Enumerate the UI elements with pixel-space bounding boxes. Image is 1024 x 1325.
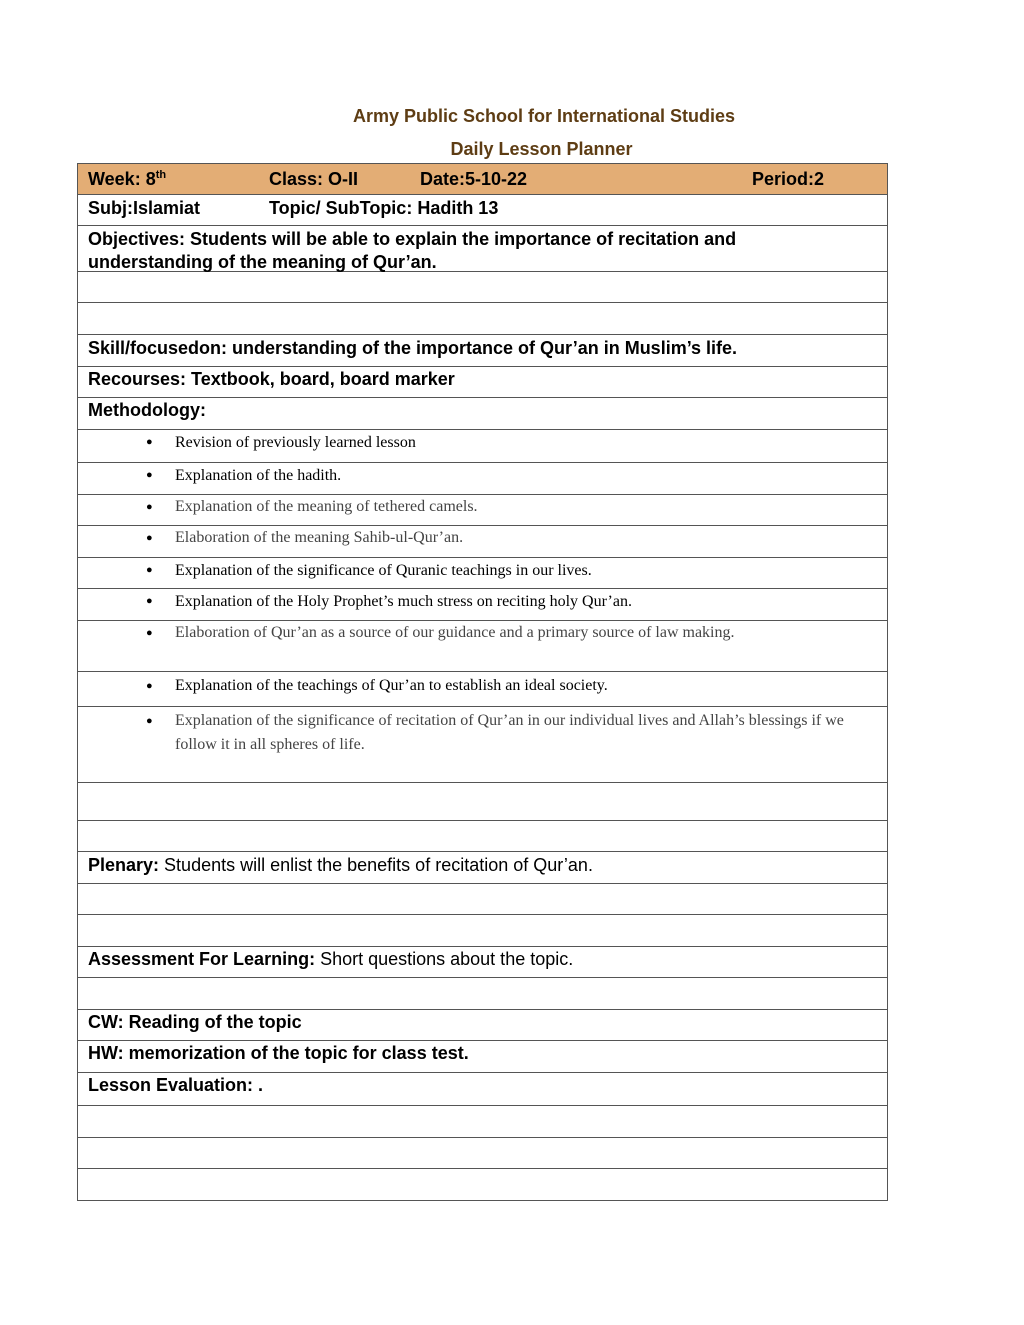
- empty-row: [78, 1138, 887, 1169]
- bullet-icon: ●: [146, 680, 153, 692]
- methodology-item-text: Elaboration of Qur’an as a source of our guidance and a primary source of law making.: [175, 624, 735, 641]
- empty-row: [78, 303, 887, 335]
- empty-row: [78, 915, 887, 947]
- empty-row: [78, 884, 887, 915]
- bullet-icon: ●: [146, 532, 153, 544]
- methodology-item: [78, 707, 887, 783]
- methodology-item-text: Elaboration of the meaning Sahib-ul-Qur’an.: [175, 529, 464, 546]
- methodology-item: [78, 430, 887, 463]
- planner-title: Daily Lesson Planner: [450, 139, 633, 159]
- methodology-item-text: Explanation of the hadith.: [175, 467, 342, 484]
- bullet-icon: ●: [146, 501, 153, 513]
- skill-row: [78, 335, 887, 367]
- skill-text: Skill/focusedon: understanding of the importance of Qur’an in Muslim’s life.: [88, 338, 738, 358]
- bullet-icon: ●: [146, 469, 153, 481]
- lesson-planner-table: [77, 163, 888, 1201]
- plenary-row: [78, 852, 887, 884]
- bullet-icon: ●: [146, 715, 153, 727]
- objectives-row: [78, 226, 887, 272]
- homework-row: [78, 1041, 887, 1073]
- week-cell: [88, 169, 166, 190]
- methodology-item-text: Explanation of the Holy Prophet’s much stress on reciting holy Qur’an.: [175, 593, 632, 610]
- empty-row: [78, 272, 887, 303]
- evaluation-row: [78, 1073, 887, 1106]
- empty-row: [78, 1169, 887, 1201]
- school-title: Army Public School for International Studies: [352, 106, 736, 126]
- week-superscript: th: [155, 169, 167, 181]
- empty-row: [78, 821, 887, 852]
- classwork-row: [78, 1010, 887, 1041]
- methodology-item: [78, 589, 887, 621]
- empty-row: [78, 1106, 887, 1138]
- methodology-item-text: Explanation of the teachings of Qur’an to establish an ideal society.: [175, 677, 608, 694]
- week-label: Week: 8: [88, 169, 156, 189]
- methodology-item: [78, 621, 887, 672]
- methodology-item-text: Explanation of the meaning of tethered camels.: [175, 498, 478, 515]
- empty-row: [78, 978, 887, 1010]
- date-cell: Date:5-10-22: [420, 169, 528, 189]
- methodology-item: [78, 463, 887, 495]
- methodology-label: Methodology:: [88, 400, 206, 420]
- plenary-label: Plenary:: [88, 855, 160, 875]
- objectives-text: Objectives: Students will be able to explain the importance of recitation and understanding of the meaning of Qur’an.: [88, 229, 737, 272]
- period-cell: Period:2: [752, 169, 825, 189]
- homework-text: HW: memorization of the topic for class test.: [88, 1043, 469, 1063]
- topic-cell: Topic/ SubTopic: Hadith 13: [269, 198, 499, 218]
- header-row: [78, 164, 887, 195]
- subject-row: [78, 195, 887, 226]
- methodology-item-text: Revision of previously learned lesson: [175, 434, 416, 451]
- plenary-text: Students will enlist the benefits of recitation of Qur’an.: [159, 855, 593, 875]
- resources-row: [78, 367, 887, 398]
- subject-cell: Subj:Islamiat: [88, 198, 201, 218]
- methodology-item-text: Explanation of the significance of Quranic teachings in our lives.: [175, 562, 592, 579]
- methodology-row: [78, 398, 887, 430]
- assessment-cell: [88, 949, 573, 970]
- classwork-text: CW: Reading of the topic: [88, 1012, 302, 1032]
- plenary-cell: [88, 855, 593, 876]
- assessment-label: Assessment For Learning:: [88, 949, 316, 969]
- resources-text: Recourses: Textbook, board, board marker: [88, 369, 455, 389]
- methodology-item: [78, 526, 887, 558]
- methodology-item: [78, 495, 887, 526]
- class-cell: Class: O-II: [269, 169, 359, 189]
- bullet-icon: ●: [146, 564, 153, 576]
- assessment-text: Short questions about the topic.: [315, 949, 574, 969]
- bullet-icon: ●: [146, 627, 153, 639]
- methodology-item: [78, 558, 887, 589]
- bullet-icon: ●: [146, 436, 153, 448]
- methodology-item: [78, 672, 887, 707]
- assessment-row: [78, 947, 887, 978]
- methodology-item-text: Explanation of the significance of recitation of Qur’an in our individual lives and Allah’s blessings if we follow it in all spheres of life.: [175, 712, 844, 753]
- evaluation-text: Lesson Evaluation: .: [88, 1075, 264, 1095]
- empty-row: [78, 783, 887, 821]
- bullet-icon: ●: [146, 595, 153, 607]
